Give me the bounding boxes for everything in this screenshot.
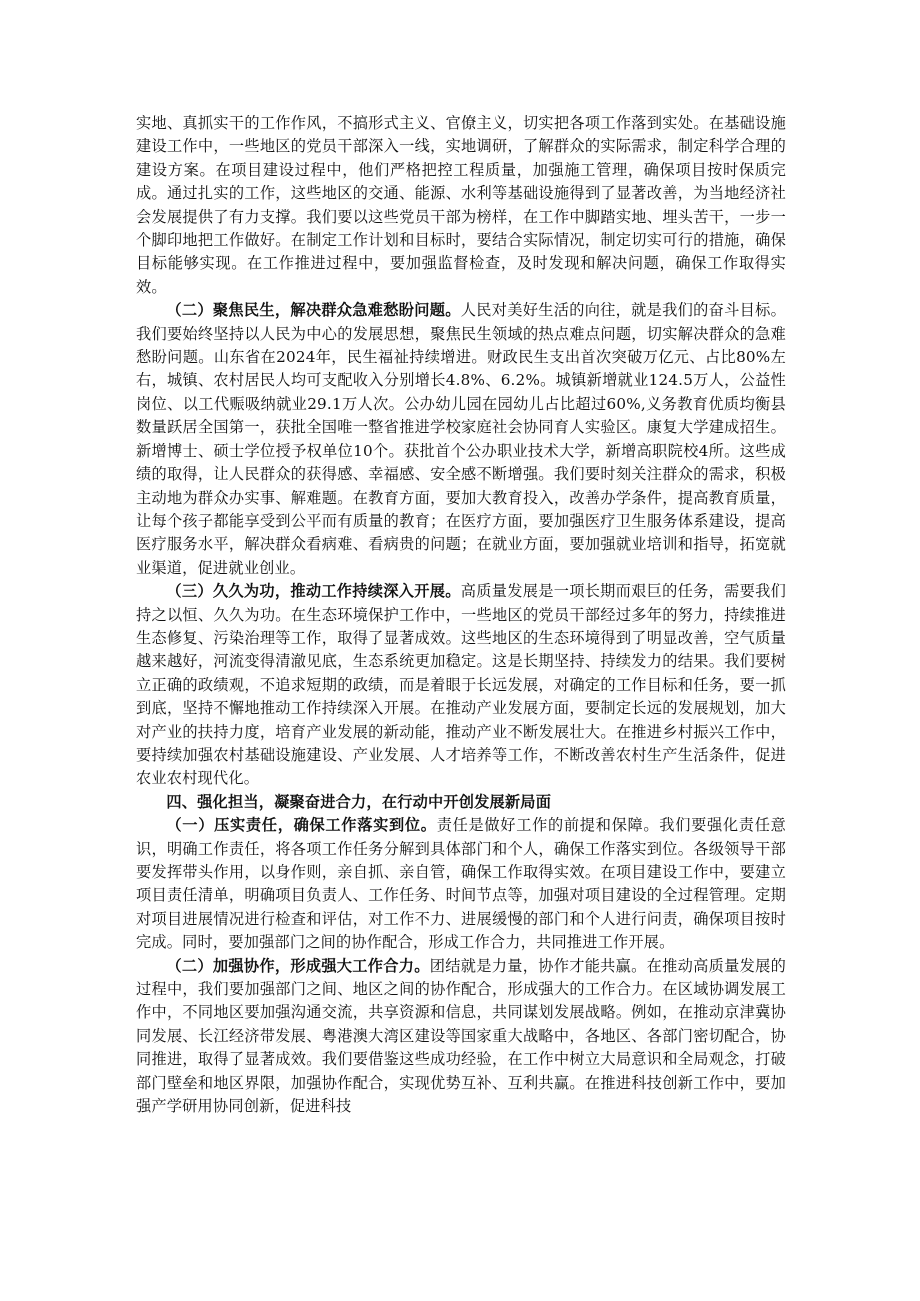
paragraph-lead: （三）久久为功，推动工作持续深入开展。 [166, 582, 461, 601]
paragraph-continued [136, 112, 786, 299]
paragraph-text: 责任是做好工作的前提和保障。我们要强化责任意识，明确工作责任，将各项工作任务分解到具体部门和个人，确保工作落实到位。各级领导干部要发挥带头作用，以身作则，亲自抓、亲自管，确保工作取得实效。在项目建设工作中，要建立项目责任清单，明确项目负责人、工作任务、时间节点等，加强对项目建设的全过程管理。定期对项目进展情况进行检查和评估，对工作不力、进展缓慢的部门和个人进行问责，确保项目按时完成。同时，要加强部门之间的协作配合，形成工作合力，共同推进工作开展。 [136, 816, 786, 952]
paragraph-persistent-effort [136, 580, 786, 791]
paragraph-collaboration [136, 955, 786, 1119]
paragraph-responsibility [136, 814, 786, 954]
document-body [136, 112, 786, 1118]
paragraph-text: 高质量发展是一项长期而艰巨的任务，需要我们持之以恒、久久为功。在生态环境保护工作中，一些地区的党员干部经过多年的努力，持续推进生态修复、污染治理等工作，取得了显著成效。这些地区的生态环境得到了明显改善，空气质量越来越好，河流变得清澈见底，生态系统更加稳定。这是长期坚持、持续发力的结果。我们要树立正确的政绩观，不追求短期的政绩，而是着眼于长远发展，对确定的工作目标和任务，要一抓到底，坚持不懈地推动工作持续深入开展。在推动产业发展方面，要制定长远的发展规划，加大对产业的扶持力度，培育产业发展的新动能，推动产业不断发展壮大。在推进乡村振兴工作中，要持续加强农村基础设施建设、产业发展、人才培养等工作，不断改善农村生产生活条件，促进农业农村现代化。 [136, 582, 786, 788]
paragraph-lead: （二）加强协作，形成强大工作合力。 [166, 956, 430, 975]
paragraph-lead: （一）压实责任，确保工作落实到位。 [166, 816, 437, 835]
paragraph-lead: （二）聚焦民生，解决群众急难愁盼问题。 [166, 301, 461, 320]
paragraph-text: 团结就是力量，协作才能共赢。在推动高质量发展的过程中，我们要加强部门之间、地区之间的协作配合，形成强大的工作合力。在区域协调发展工作中，不同地区要加强沟通交流，共享资源和信息，共同谋划发展战略。例如，在推动京津冀协同发展、长江经济带发展、粤港澳大湾区建设等国家重大战略中，各地区、各部门密切配合，协同推进，取得了显著成效。我们要借鉴这些成功经验，在工作中树立大局意识和全局观念，打破部门壁垒和地区界限，加强协作配合，实现优势互补、互利共赢。在推进科技创新工作中，要加强产学研用协同创新，促进科技 [136, 956, 786, 1116]
paragraph-text: 人民对美好生活的向往，就是我们的奋斗目标。我们要始终坚持以人民为中心的发展思想，聚焦民生领域的热点难点问题，切实解决群众的急难愁盼问题。山东省在2024年，民生福祉持续增进。财政民生支出首次突破万亿元、占比80%左右，城镇、农村居民人均可支配收入分别增长4.8%、6.2%。城镇新增就业124.5万人，公益性岗位、以工代赈吸纳就业29.1万人次。公办幼儿园在园幼儿占比超过60%,义务教育优质均衡县数量跃居全国第一，获批全国唯一整省推进学校家庭社会协同育人实验区。康复大学建成招生。新增博士、硕士学位授予权单位10个。获批首个公办职业技术大学，新增高职院校4所。这些成绩的取得，让人民群众的获得感、幸福感、安全感不断增强。我们要时刻关注群众的需求，积极主动地为群众办实事、解难题。在教育方面，要加大教育投入，改善办学条件，提高教育质量，让每个孩子都能享受到公平而有质量的教育；在医疗方面，要加强医疗卫生服务体系建设，提高医疗服务水平，解决群众看病难、看病贵的问题；在就业方面，要加强就业培训和指导，拓宽就业渠道，促进就业创业。 [136, 301, 786, 577]
paragraph-focus-livelihood [136, 299, 786, 580]
section-heading [136, 791, 786, 814]
paragraph-text: 实地、真抓实干的工作作风，不搞形式主义、官僚主义，切实把各项工作落到实处。在基础设施建设工作中，一些地区的党员干部深入一线，实地调研，了解群众的实际需求，制定科学合理的建设方案。在项目建设过程中，他们严格把控工程质量，加强施工管理，确保项目按时保质完成。通过扎实的工作，这些地区的交通、能源、水利等基础设施得到了显著改善，为当地经济社会发展提供了有力支撑。我们要以这些党员干部为榜样，在工作中脚踏实地、埋头苦干，一步一个脚印地把工作做好。在制定工作计划和目标时，要结合实际情况，制定切实可行的措施，确保目标能够实现。在工作推进过程中，要加强监督检查，及时发现和解决问题，确保工作取得实效。 [136, 114, 786, 296]
section-heading-text: 四、强化担当，凝聚奋进合力，在行动中开创发展新局面 [166, 792, 552, 811]
